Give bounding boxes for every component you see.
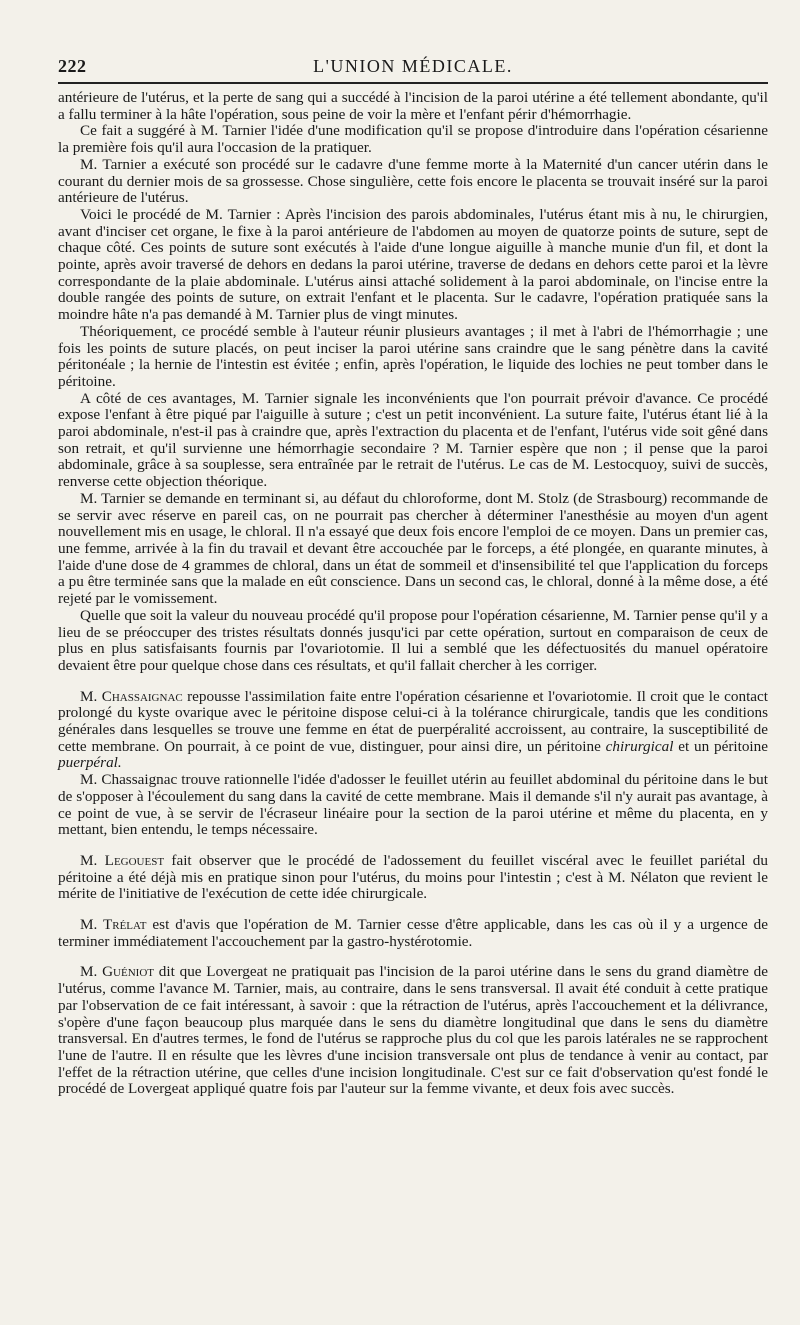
paragraph-p3 xyxy=(58,157,768,207)
paragraph-p9 xyxy=(58,689,768,773)
speaker-name: M. Guéniot xyxy=(80,963,154,981)
paragraph-text: M. Chassaignac trouve rationnelle l'idée d'adosser le feuillet utérin au feuillet abdominal du péritoine dans le but de s'opposer à l'écoulement du sang dans la cavité de cette membrane. Mais il demande s'il n'y aurait pas avantage, à ce point de vue, à se servir de l'écraseur linéaire pour la section de la paroi utérine et même du placenta, en y mettant, bien entendu, le temps nécessaire. xyxy=(58,771,768,839)
paragraph-p7 xyxy=(58,491,768,608)
page-number: 222 xyxy=(58,56,87,76)
paragraph-text: Ce fait a suggéré à M. Tarnier l'idée d'une modification qu'il se propose d'introduire dans l'opération césarienne la première fois qu'il aura l'occasion de la pratiquer. xyxy=(58,122,768,157)
page-header xyxy=(58,52,768,84)
paragraph-p1 xyxy=(58,90,768,123)
paragraph-text: Quelle que soit la valeur du nouveau procédé qu'il propose pour l'opération césarienne, M. Tarnier pense qu'il y a lieu de se préoccuper des tristes résultats donnés jusqu'ici par cette opération, surtout en comparaison de ceux de plus en plus satisfaisants fournis par l'ovariotomie. Il lui a semblé que les défectuosités du manuel opératoire devaient être pour quelque chose dans ces résultats, et qu'il fallait chercher à les corriger. xyxy=(58,606,768,674)
paragraph-text: Voici le procédé de M. Tarnier : Après l'incision des parois abdominales, l'utérus étant mis à nu, le chirurgien, avant d'inciser cet organe, le fixe à la paroi antérieure de l'abdomen au moyen de quatorze points de suture, sept de chaque côté. Ces points de suture sont exécutés à l'aide d'une longue aiguille à manche munie d'un fil, et dont la pointe, après avoir traversé de dehors en dedans la paroi utérine, traverse de dedans en dehors cette paroi et la lèvre correspondante de la plaie abdominale. L'utérus ainsi attaché solidement à la paroi abdominale, on l'incise entre la double rangée des points de suture, on extrait l'enfant et le placenta. Sur le cadavre, l'opération pratiquée sans la moindre hâte n'a pas demandé à M. Tarnier plus de vingt minutes. xyxy=(58,205,768,324)
italic-term: chirurgical xyxy=(605,737,674,755)
speaker-name: M. Chassaignac xyxy=(80,687,183,705)
paragraph-p5 xyxy=(58,324,768,391)
paragraph-p11 xyxy=(58,853,768,903)
paragraph-text: est d'avis que l'opération de M. Tarnier cesse d'être applicable, dans les cas où il y a urgence de terminer immédiatement l'accouchement par la gastro-hystérotomie. xyxy=(58,916,768,950)
paragraph-text: dit que Lovergeat ne pratiquait pas l'incision de la paroi utérine dans le sens du grand diamètre de l'utérus, comme l'avance M. Tarnier, mais, au contraire, dans le sens transversal. Il avait été conduit à cette pratique par l'observation de ce fait intéressant, à savoir : que la rétraction de l'utérus, après l'accouchement et la délivrance, s'opère d'une façon beaucoup plus marquée dans le sens du diamètre longitudinal que dans le sens du diamètre transversal. En d'autres termes, le fond de l'utérus se rapproche plus du col que les parois latérales ne se rapprochent l'une de l'autre. Il en résulte que les lèvres d'une incision transversale ont plus de tendance à venir au contact, par l'effet de la rétraction utérine, que celles d'une incision longitudinale. C'est sur ce fait d'observation qu'est fondé le procédé de Lovergeat appliqué quatre fois par l'auteur sur la femme vivante, et deux fois avec succès. xyxy=(58,963,769,1098)
paragraph-text: A côté de ces avantages, M. Tarnier signale les inconvénients que l'on pourrait prévoir d'avance. Ce procédé expose l'enfant à être piqué par l'aiguille à suture ; c'est un petit inconvénient. La suture faite, l'utérus étant lié à la paroi abdominale, n'est-il pas à craindre que, après l'extraction du placenta et de l'enfant, l'utérus vide soit gêné dans son retrait, et qu'il survienne une hémorrhagie secondaire ? M. Tarnier espère que non ; il pense que la paroi abdominale, grâce à sa souplesse, sera entraînée par le retrait de l'utérus. Le cas de M. Lestocquoy, suivi de succès, renverse cette objection théorique. xyxy=(58,389,768,491)
running-title: L'UNION MÉDICALE. xyxy=(313,56,513,76)
italic-term: puerpéral. xyxy=(58,754,122,772)
paragraph-p4 xyxy=(58,207,768,324)
paragraph-text: M. Tarnier a exécuté son procédé sur le cadavre d'une femme morte à la Maternité d'un cancer utérin dans le courant du dernier mois de sa grossesse. Chose singulière, cette fois encore le placenta se trouvait inséré sur la paroi antérieure de l'utérus. xyxy=(58,155,768,207)
paragraph-p8 xyxy=(58,608,768,675)
paragraph-text: M. Tarnier se demande en terminant si, au défaut du chloroforme, dont M. Stolz (de Strasbourg) recommande de se servir avec réserve en pareil cas, on ne pourrait pas chercher à déterminer l'anesthésie au moyen d'un agent nouvellement mis en usage, le chloral. Il n'a essayé que deux fois encore l'emploi de ce moyen. Dans un premier cas, une femme, arrivée à la fin du travail et devant être accouchée par le forceps, a été plongée, en quarante minutes, à l'aide d'une dose de 4 grammes de chloral, dans un état de sommeil et d'insensibilité tel que l'application du forceps a pu être terminée sans que la malade en eût conscience. Dans un second cas, le chloral, donné à la même dose, a été rejeté par le vomissement. xyxy=(58,489,768,608)
paragraph-p6 xyxy=(58,391,768,491)
article-body xyxy=(58,90,768,1098)
paragraph-p10 xyxy=(58,772,768,839)
paragraph-p12 xyxy=(58,917,768,950)
paragraph-text: Théoriquement, ce procédé semble à l'auteur réunir plusieurs avantages ; il met à l'abri de l'hémorrhagie ; une fois les points de suture placés, on peut inciser la paroi utérine sans craindre que le sang pénètre dans la cavité péritonéale ; la hernie de l'intestin est évitée ; enfin, après l'opération, le liquide des lochies ne peut tomber dans le péritoine. xyxy=(58,322,768,390)
speaker-name: M. Trélat xyxy=(80,916,147,934)
speaker-name: M. Legouest xyxy=(80,851,165,869)
paragraph-p2 xyxy=(58,123,768,156)
paragraph-text: fait observer que le procédé de l'adossement du feuillet viscéral avec le feuillet pariétal du péritoine a été déjà mis en pratique sinon pour l'utérus, du moins pour l'intestin ; c'est à M. Nélaton que revient le mérite de l'initiative de l'exécution de cette idée chirurgicale. xyxy=(58,851,768,903)
paragraph-text: repousse l'assimilation faite entre l'opération césarienne et l'ovariotomie. Il croit que le contact prolongé du kyste ovarique avec le péritoine dispose celui-ci à la tolérance chirurgicale, tandis que les conditions générales dans lesquelles se trouve une femme en état de puerpéralité accroissent, au contraire, la susceptibilité de cette membrane. On pourrait, à ce point de vue, distinguer, pour ainsi dire, un péritoine xyxy=(58,687,768,755)
paragraph-text: antérieure de l'utérus, et la perte de sang qui a succédé à l'incision de la paroi utérine a été tellement abondante, qu'il a fallu terminer à la hâte l'opération, sous peine de voir la mère et l'enfant périr d'hémorrhagie. xyxy=(58,89,768,123)
paragraph-p13 xyxy=(58,964,768,1098)
paragraph-text-cont: et un péritoine xyxy=(673,737,768,755)
